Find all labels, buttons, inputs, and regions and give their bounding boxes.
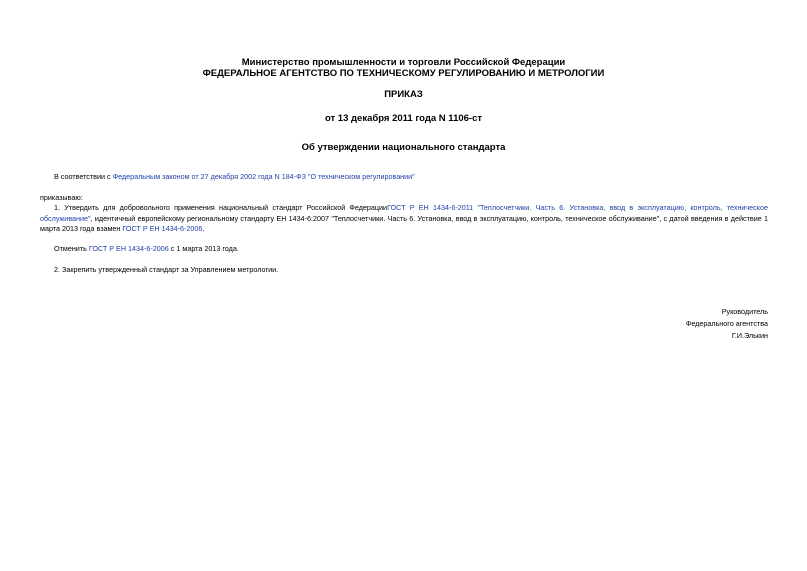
item1-middle: , идентичный европейскому региональному стандарту ЕН 1434-6:2007 "Теплосчетчики. Часть 6. Установка, ввод в эксплуатацию, контроль, техническое обслуживание", с датой введения в действие 1 марта 2013 года взамен [40,213,768,233]
gost-2011-link[interactable]: ГОСТ Р ЕН 1434-6-2011 "Теплосчетчики. Часть 6. Установка, ввод в эксплуатацию, контроль, техническое обслуживание" [40,203,768,223]
item1-end: . [202,224,205,233]
cancel-prefix: Отменить [54,244,89,253]
signature-position-line2: Федерального агентства [685,319,768,328]
ministry-name: Министерство промышленности и торговли Российской Федерации [241,57,566,68]
federal-law-link[interactable]: Федеральным законом от 27 декабря 2002 года N 184-ФЗ "О техническом регулировании" [112,172,415,181]
signature-position-line1: Руководитель [721,307,768,316]
item1-paragraph [40,203,768,235]
gost-2006-link[interactable]: ГОСТ Р ЕН 1434-6-2006 [122,224,203,233]
order-title: ПРИКАЗ [384,89,423,100]
signature-name: Г.И.Элькин [731,331,768,340]
item1-prefix: 1. Утвердить для добровольного применения национальный стандарт Российской Федерации [54,203,388,212]
gost-2006-cancel-link[interactable]: ГОСТ Р ЕН 1434-6-2006 [88,244,169,253]
agency-name: ФЕДЕРАЛЬНОЕ АГЕНТСТВО ПО ТЕХНИЧЕСКОМУ РЕГУЛИРОВАНИЮ И МЕТРОЛОГИИ [202,68,605,79]
order-subject: Об утверждении национального стандарта [301,142,506,153]
signature-block [686,306,768,342]
cancel-suffix: с 1 марта 2013 года. [168,244,239,253]
intro-paragraph [40,172,768,183]
intro-prefix: В соответствии с [54,172,113,181]
item2-text: 2. Закрепить утвержденный стандарт за Управлением метрологии. [54,265,279,274]
order-date-number: от 13 декабря 2011 года N 1106-ст [324,113,483,124]
document-header [0,57,807,79]
item2-paragraph [40,265,768,276]
decree-text: приказываю: [40,193,83,202]
decree-paragraph [40,193,768,204]
cancel-paragraph [40,244,768,255]
